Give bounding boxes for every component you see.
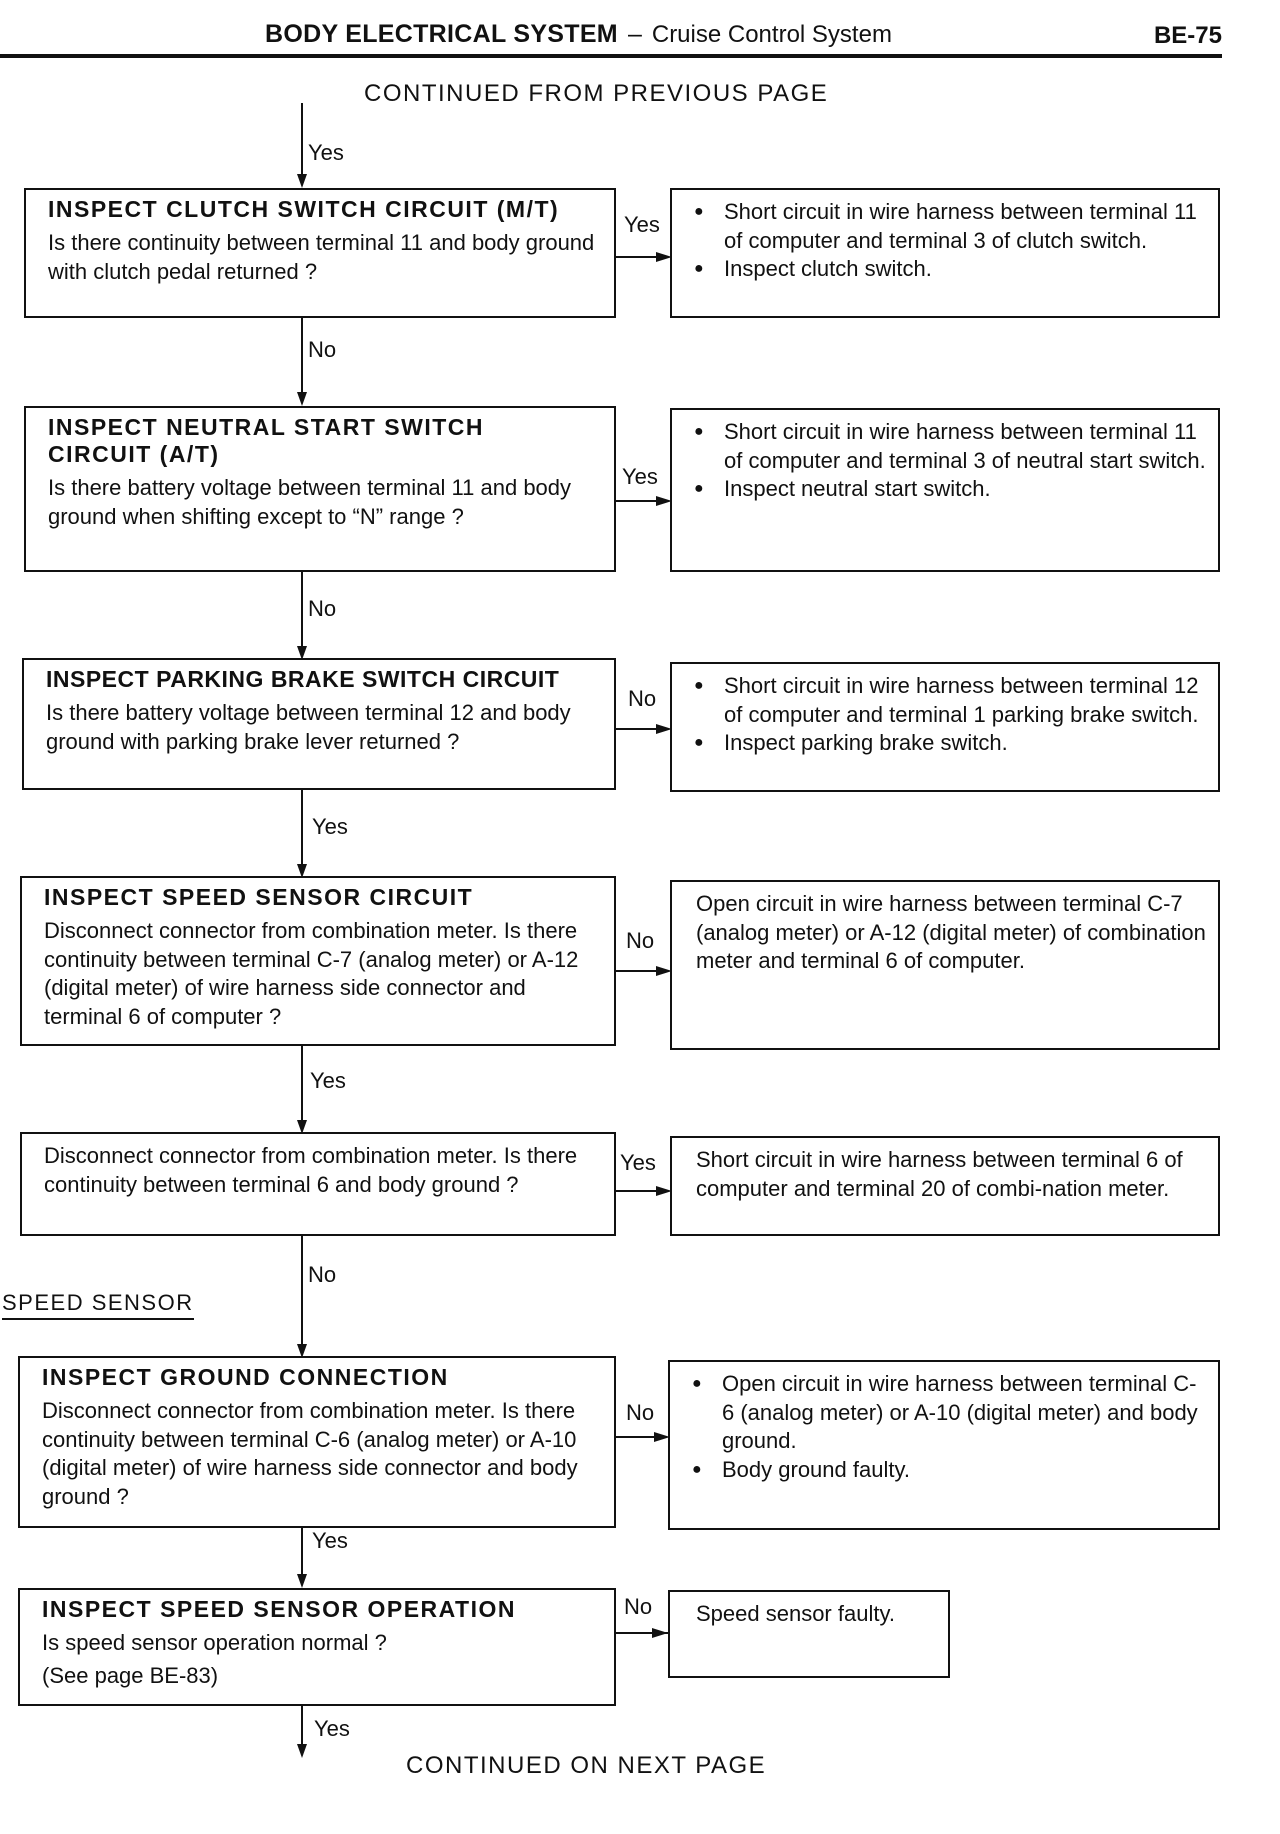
step-title: INSPECT PARKING BRAKE SWITCH CIRCUIT [46, 666, 560, 692]
subsection-title: Cruise Control System [651, 21, 892, 48]
result-bullet: ● Inspect parking brake switch. [694, 729, 1208, 758]
result-text: Short circuit in wire harness between terminal 6 of computer and terminal 20 of combi-nation meter. [696, 1147, 1183, 1201]
branch-label: No [626, 1400, 655, 1425]
branch-label: Yes [620, 1150, 656, 1175]
connector-line [301, 318, 303, 398]
header-rule [0, 54, 1222, 58]
step-question: Disconnect connector from combination meter. Is there continuity between terminal 6 and body ground ? [44, 1143, 578, 1197]
step-speed-sensor-operation [18, 1588, 616, 1706]
next-label: No [308, 337, 337, 362]
step-question: Disconnect connector from combination meter. Is there continuity between terminal C-6 (analog meter) or A-10 (digital meter) of wire harness side connector and body ground ? [42, 1398, 578, 1509]
section-title: BODY ELECTRICAL SYSTEM [265, 20, 618, 48]
result-parking-brake-switch [670, 662, 1220, 792]
connector-line [301, 1046, 303, 1130]
step-question: Is there continuity between terminal 11 and body ground with clutch pedal returned ? [48, 230, 595, 284]
branch-label: No [624, 1594, 653, 1619]
step-title: INSPECT SPEED SENSOR OPERATION [42, 1596, 516, 1622]
step-question: Is there battery voltage between terminal 11 and body ground when shifting except to “N” range ? [48, 475, 572, 529]
connector-line [301, 572, 303, 656]
connector-line [301, 103, 303, 183]
step-title: INSPECT GROUND CONNECTION [42, 1364, 449, 1390]
result-text: Open circuit in wire harness between terminal C-7 (analog meter) or A-12 (digital meter) of combination meter and terminal 6 of computer. [696, 891, 1206, 973]
title-separator: – [627, 20, 642, 48]
next-label: No [308, 596, 337, 621]
step-title: INSPECT SPEED SENSOR CIRCUIT [44, 884, 474, 910]
arrow-right-icon [652, 1628, 668, 1638]
next-label: Yes [312, 1528, 348, 1553]
arrow-down-icon [297, 392, 307, 406]
step-parking-brake-switch [22, 658, 616, 790]
result-bullet: ● Short circuit in wire harness between terminal 11 of computer and terminal 3 of clutch switch. [694, 198, 1208, 255]
continued-from-label: CONTINUED FROM PREVIOUS PAGE [364, 80, 829, 107]
arrow-down-icon [297, 174, 307, 188]
result-text: Speed sensor faulty. [696, 1601, 895, 1626]
step-ground-connection [18, 1356, 616, 1528]
step-title: INSPECT CLUTCH SWITCH CIRCUIT (M/T) [48, 196, 560, 222]
step-neutral-start-switch [24, 406, 616, 572]
result-ground-connection [668, 1360, 1220, 1530]
connector-line [301, 790, 303, 872]
branch-label: No [626, 928, 655, 953]
result-speed-sensor-circuit [670, 880, 1220, 1050]
step-question: Is there battery voltage between terminal 12 and body ground with parking brake lever returned ? [46, 700, 571, 754]
result-bullet: ● Body ground faulty. [692, 1456, 1208, 1485]
branch-label: Yes [624, 212, 660, 237]
step-clutch-switch [24, 188, 616, 318]
next-label: No [308, 1262, 337, 1287]
result-bullet: ● Open circuit in wire harness between terminal C-6 (analog meter) or A-10 (digital meter) and body ground. [692, 1370, 1208, 1456]
branch-label: Yes [622, 464, 658, 489]
continued-on-label: CONTINUED ON NEXT PAGE [406, 1752, 767, 1779]
page-header [265, 20, 892, 49]
branch-label: No [628, 686, 657, 711]
result-clutch-switch [670, 188, 1220, 318]
step-question: Disconnect connector from combination meter. Is there continuity between terminal C-7 (analog meter) or A-12 (digital meter) of wire harness side connector and terminal 6 of computer ? [44, 918, 579, 1029]
next-label: Yes [312, 814, 348, 839]
page-number: BE-75 [1153, 22, 1222, 49]
arrow-down-icon [297, 1574, 307, 1588]
step-speed-sensor-circuit [20, 876, 616, 1046]
result-bullet: ● Inspect clutch switch. [694, 255, 1208, 284]
result-neutral-start-switch [670, 408, 1220, 572]
next-label: Yes [310, 1068, 346, 1093]
step-question: Is speed sensor operation normal ? [42, 1630, 387, 1655]
next-label: Yes [314, 1716, 350, 1741]
step-title: INSPECT NEUTRAL START SWITCH CIRCUIT (A/T) [48, 414, 484, 467]
step-terminal-6-continuity [20, 1132, 616, 1236]
result-speed-sensor-faulty [668, 1590, 950, 1678]
result-bullet: ● Short circuit in wire harness between terminal 12 of computer and terminal 1 parking brake switch. [694, 672, 1208, 729]
speed-sensor-section-label: SPEED SENSOR [2, 1290, 194, 1320]
result-bullet: ● Short circuit in wire harness between terminal 11 of computer and terminal 3 of neutral start switch. [694, 418, 1208, 475]
result-terminal-6-short [670, 1136, 1220, 1236]
result-bullet: ● Inspect neutral start switch. [694, 475, 1208, 504]
arrow-down-icon [297, 1744, 307, 1758]
connector-line [301, 1236, 303, 1354]
entry-label: Yes [308, 140, 344, 165]
step-reference: (See page BE-83) [42, 1662, 219, 1688]
